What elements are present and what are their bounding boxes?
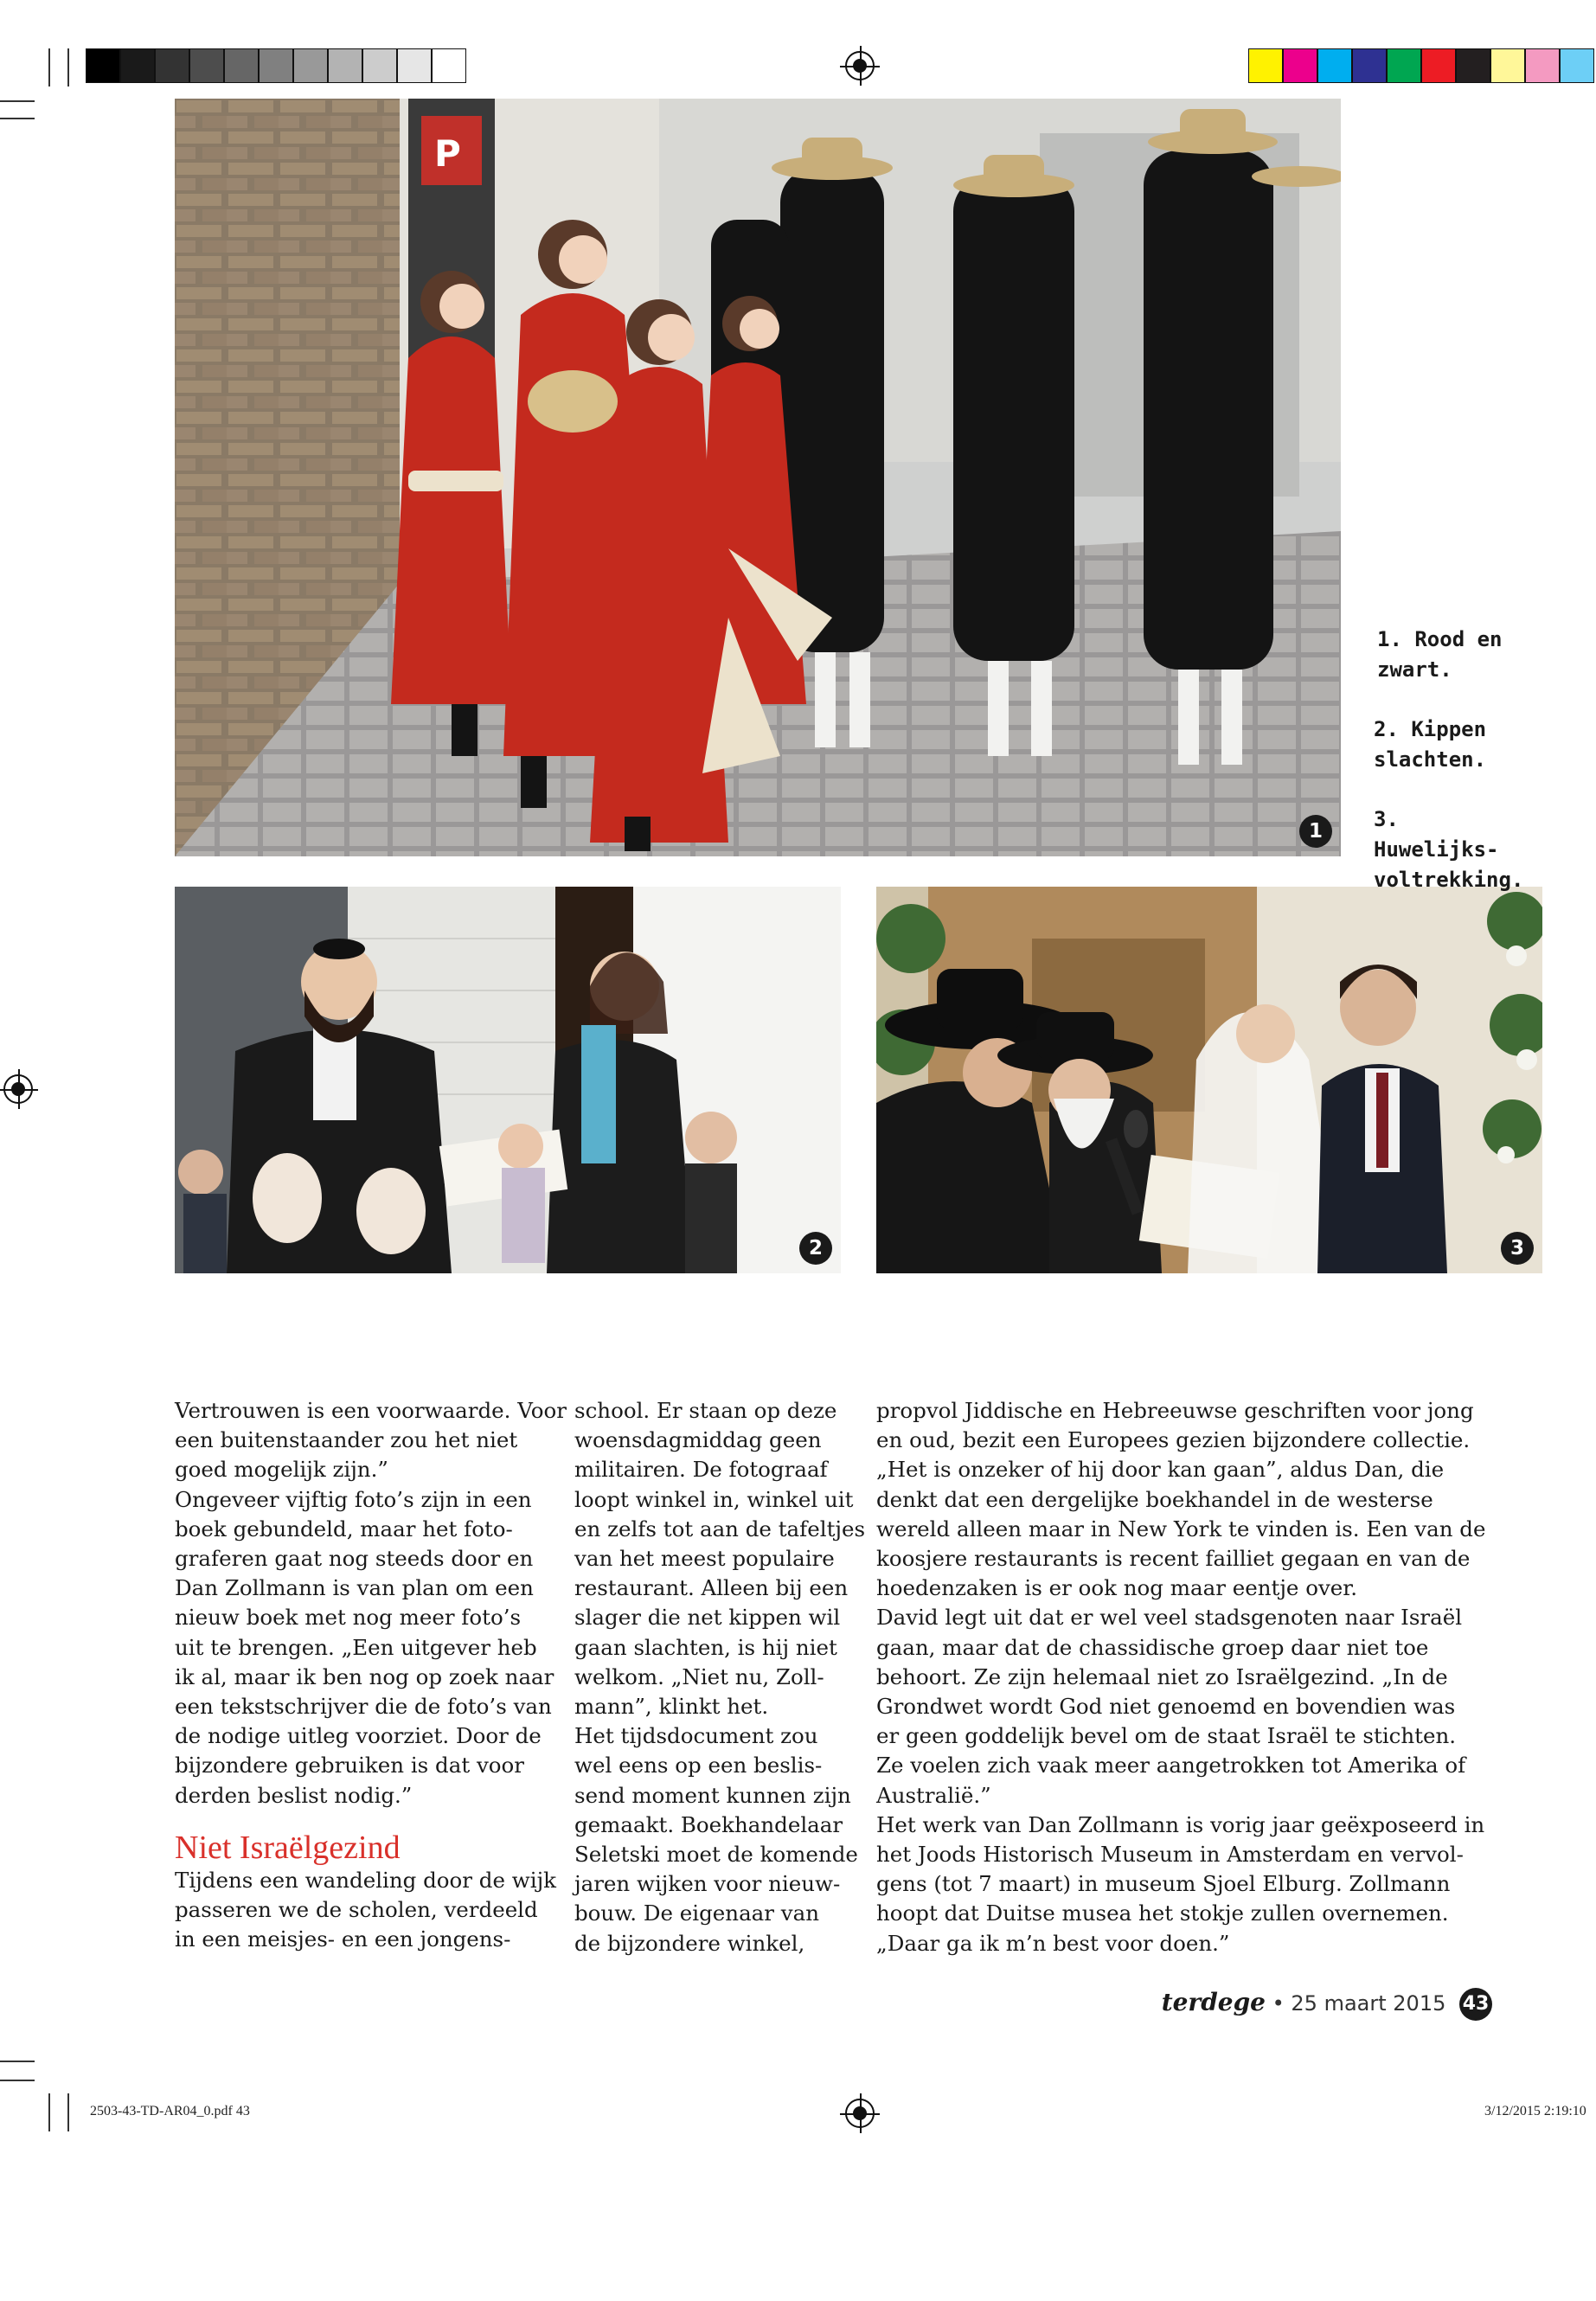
text-line: loopt winkel in, winkel uit: [574, 1486, 854, 1512]
street-scene-illustration: [175, 99, 1341, 856]
text-line: Dan Zollmann is van plan om een: [175, 1575, 534, 1601]
text-line: school. Er staan op deze: [574, 1398, 837, 1423]
text-line: boek gebundeld, maar het foto-: [175, 1516, 513, 1541]
text-line: restaurant. Alleen bij een: [574, 1575, 849, 1601]
text-line: derden beslist nodig.”: [175, 1782, 413, 1808]
text-line: passeren we de scholen, verdeeld: [175, 1897, 538, 1923]
text-line: gaan slachten, is hij niet: [574, 1634, 837, 1660]
color-swatch: [293, 48, 328, 83]
text-line: „Daar ga ik m’n best voor doen.”: [876, 1930, 1230, 1956]
text-line: Ze voelen zich vaak meer aangetrokken tot Amerika of: [876, 1753, 1466, 1779]
caption-1-line-2: zwart.: [1377, 657, 1452, 682]
column-3-paragraphs: [876, 1396, 1486, 1958]
photo-street-scene: [175, 99, 1341, 856]
caption-2-line-1: 2. Kippen: [1374, 717, 1487, 741]
text-line: Australië.”: [876, 1782, 991, 1808]
text-line: propvol Jiddische en Hebreeuwse geschriften voor jong: [876, 1398, 1474, 1423]
color-swatch: [120, 48, 155, 83]
caption-3: [1374, 804, 1529, 895]
crop-mark: [48, 2093, 50, 2131]
text-line: nieuw boek met nog meer foto’s: [175, 1605, 522, 1631]
svg-text:P: P: [434, 132, 461, 175]
crop-mark: [0, 2080, 35, 2081]
text-line: behoort. Ze zijn helemaal niet zo Israëlgezind. „In de: [876, 1663, 1448, 1689]
wedding-scene-illustration: [876, 887, 1542, 1273]
crop-mark: [67, 2093, 69, 2131]
color-swatch: [1248, 48, 1283, 83]
color-swatch: [1387, 48, 1421, 83]
photo-number-badge: 1: [1299, 815, 1332, 848]
color-swatch: [1490, 48, 1525, 83]
text-line: de bijzondere winkel,: [574, 1930, 805, 1956]
text-line: goed mogelijk zijn.”: [175, 1457, 388, 1483]
section-subheading: Niet Israëlgezind: [175, 1829, 401, 1866]
color-swatch: [1283, 48, 1317, 83]
text-line: gemaakt. Boekhandelaar: [574, 1811, 843, 1837]
caption-1-line-1: 1. Rood en: [1377, 627, 1503, 651]
color-swatch: [1317, 48, 1352, 83]
crop-mark: [0, 118, 35, 119]
caption-3-line-1: 3. Huwelijks-: [1374, 807, 1499, 862]
text-line: het Joods Historisch Museum in Amsterdam en vervol-: [876, 1842, 1464, 1868]
magazine-brand: terdege: [1161, 1988, 1266, 2016]
text-line: en zelfs tot aan de tafeltjes: [574, 1516, 866, 1541]
text-line: Tijdens een wandeling door de wijk: [175, 1867, 557, 1893]
registration-mark-icon: [845, 51, 875, 80]
text-line: send moment kunnen zijn: [574, 1782, 851, 1808]
text-line: koosjere restaurants is recent failliet gegaan en van de: [876, 1546, 1471, 1572]
text-line: denkt dat een dergelijke boekhandel in de westerse: [876, 1486, 1433, 1512]
column-1-continued: [175, 1866, 555, 1955]
text-line: uit te brengen. „Een uitgever heb: [175, 1634, 537, 1660]
text-line: van het meest populaire: [574, 1546, 835, 1572]
caption-3-line-2: voltrekking.: [1374, 868, 1524, 892]
crop-mark: [48, 48, 50, 87]
text-line: een tekstschrijver die de foto’s van: [175, 1694, 552, 1720]
text-line: Het tijdsdocument zou: [574, 1723, 818, 1749]
text-line: er geen goddelijk bevel om de staat Israël te stichten.: [876, 1723, 1457, 1749]
caption-1: [1377, 625, 1533, 685]
article-column-2: [574, 1396, 866, 1958]
caption-2: [1374, 715, 1529, 775]
text-line: „Het is onzeker of hij door kan gaan”, aldus Dan, die: [876, 1457, 1445, 1483]
photo-number-badge: 3: [1501, 1232, 1534, 1265]
column-2-paragraphs: [574, 1396, 866, 1958]
text-line: gens (tot 7 maart) in museum Sjoel Elburg. Zollmann: [876, 1871, 1451, 1897]
text-line: Ongeveer vijftig foto’s zijn in een: [175, 1486, 532, 1512]
color-swatch: [224, 48, 259, 83]
registration-mark-icon: [3, 1074, 33, 1104]
text-line: en oud, bezit een Europees gezien bijzondere collectie.: [876, 1427, 1471, 1453]
print-slug-timestamp: 3/12/2015 2:19:10: [1484, 2104, 1586, 2118]
color-swatch: [1421, 48, 1456, 83]
page-footer: [1162, 1988, 1492, 2021]
article-column-1: [175, 1396, 567, 1954]
text-line: David legt uit dat er wel veel stadsgenoten naar Israël: [876, 1605, 1463, 1631]
text-line: Grondwet wordt God niet genoemd en bovendien was: [876, 1694, 1456, 1720]
text-line: in een meisjes- en een jongens-: [175, 1926, 511, 1952]
color-swatch: [1352, 48, 1387, 83]
crop-mark: [67, 48, 69, 87]
print-slug-filename: 2503-43-TD-AR04_0.pdf 43: [90, 2104, 250, 2118]
color-swatch: [259, 48, 293, 83]
text-line: militairen. De fotograaf: [574, 1457, 828, 1483]
article-column-3: [876, 1396, 1486, 1958]
text-line: hoopt dat Duitse musea het stokje zullen overnemen.: [876, 1900, 1449, 1926]
text-line: wereld alleen maar in New York te vinden is. Een van de: [876, 1516, 1486, 1541]
text-line: hoedenzaken is er ook nog maar eentje over.: [876, 1575, 1358, 1601]
crop-mark: [0, 100, 35, 102]
text-line: mann”, klinkt het.: [574, 1694, 769, 1720]
text-line: bouw. De eigenaar van: [574, 1900, 820, 1926]
photo-wedding-ceremony: [876, 887, 1542, 1273]
text-line: slager die net kippen wil: [574, 1605, 841, 1631]
chicken-scene-illustration: [175, 887, 841, 1273]
color-swatch: [362, 48, 397, 83]
text-line: Vertrouwen is een voorwaarde. Voor: [175, 1398, 567, 1423]
text-line: de nodige uitleg voorziet. Door de: [175, 1723, 542, 1749]
color-swatch: [1456, 48, 1490, 83]
crop-mark: [0, 2061, 35, 2062]
issue-date: • 25 maart 2015: [1272, 1991, 1446, 2016]
text-line: woensdagmiddag geen: [574, 1427, 822, 1453]
color-swatch: [155, 48, 189, 83]
column-1-paragraphs: [175, 1396, 567, 1811]
color-swatch: [328, 48, 362, 83]
color-swatch: [397, 48, 432, 83]
text-line: jaren wijken voor nieuw-: [574, 1871, 841, 1897]
text-line: Seletski moet de komende: [574, 1842, 858, 1868]
text-line: welkom. „Niet nu, Zoll-: [574, 1663, 824, 1689]
photo-chicken-slaughter: [175, 887, 841, 1273]
text-line: ik al, maar ik ben nog op zoek naar: [175, 1663, 554, 1689]
color-swatch: [1525, 48, 1560, 83]
text-line: bijzondere gebruiken is dat voor: [175, 1753, 525, 1779]
registration-mark-icon: [845, 2099, 875, 2128]
page-number: 43: [1459, 1988, 1492, 2021]
color-swatch: [1560, 48, 1594, 83]
photo-number-badge: 2: [799, 1232, 832, 1265]
color-swatch: [189, 48, 224, 83]
text-line: wel eens op een beslis-: [574, 1753, 823, 1779]
caption-2-line-2: slachten.: [1374, 747, 1487, 772]
text-line: graferen gaat nog steeds door en: [175, 1546, 534, 1572]
text-line: Het werk van Dan Zollmann is vorig jaar geëxposeerd in: [876, 1811, 1485, 1837]
text-line: een buitenstaander zou het niet: [175, 1427, 518, 1453]
color-swatch: [432, 48, 466, 83]
color-swatch: [86, 48, 120, 83]
text-line: gaan, maar dat de chassidische groep daar niet toe: [876, 1634, 1429, 1660]
